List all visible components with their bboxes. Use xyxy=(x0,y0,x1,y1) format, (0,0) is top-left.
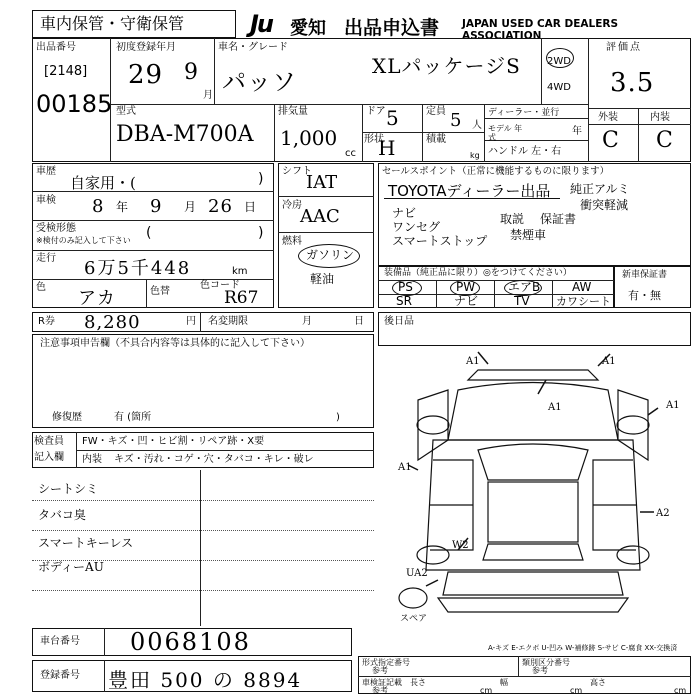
new-warranty-label: 新車保証書 xyxy=(622,270,668,280)
drive-2wd: 2WD xyxy=(547,56,571,67)
insp-day-word: 日 xyxy=(244,200,257,214)
year-unit: 年 xyxy=(572,126,582,137)
form-title: 出品申込書 xyxy=(344,17,440,39)
equip-circle-airbag xyxy=(504,280,542,296)
receive-paren-open: ( xyxy=(146,225,152,241)
later-items-frame xyxy=(378,312,691,346)
first-reg-label: 初度登録年月 xyxy=(116,42,176,53)
insp-day: 26 xyxy=(208,196,233,217)
damage-mark-left-side: A1 xyxy=(398,462,412,473)
length-unit: cm xyxy=(480,686,493,695)
ju-logo: Ju xyxy=(250,10,273,38)
form-number-label: 形式指定番号 xyxy=(362,658,410,667)
capacity-value: 5 xyxy=(450,110,463,131)
handle-label: ハンドル 左・右 xyxy=(488,146,562,157)
plate-value: 豊田 500 の 8894 xyxy=(108,668,303,692)
remark-4: ボディーAU xyxy=(38,560,104,574)
usage-value: 自家用・( xyxy=(70,174,136,192)
fuel-circle xyxy=(298,244,360,268)
inspector-row2: キズ・汚れ・コゲ・穴・タバコ・キレ・破レ xyxy=(114,454,314,465)
displacement-label: 排気量 xyxy=(278,106,308,117)
remark-3: スマートキーレス xyxy=(38,536,134,550)
mileage-value: 6万5千448 xyxy=(84,258,192,279)
usage-close: ) xyxy=(258,171,264,187)
dimensions-ref: 参考 xyxy=(372,686,388,695)
form-number-ref: 参考 xyxy=(372,666,388,675)
lot-bracket: [2148] xyxy=(44,64,88,79)
storage-tag: 車内保管・守衛保管 xyxy=(40,14,185,33)
dealer-underline xyxy=(384,198,560,199)
class-number-label: 類別区分番号 xyxy=(522,658,570,667)
insp-year-word: 年 xyxy=(116,200,129,214)
drive-4wd: 4WD xyxy=(547,82,571,93)
sales-dealer-text: TOYOTAディーラー出品 xyxy=(388,182,551,200)
fuel-label: 燃料 xyxy=(282,236,302,247)
width-label: 幅 xyxy=(500,678,508,687)
class-number-ref: 参考 xyxy=(532,666,548,675)
damage-mark-rear-door: W2 xyxy=(452,540,469,551)
load-label: 積載 xyxy=(426,134,446,145)
model-year-label: モデル 年式 xyxy=(488,124,523,142)
cc-unit: cc xyxy=(345,148,356,159)
inspector-label-2: 記入欄 xyxy=(34,452,64,463)
height-unit: cm xyxy=(674,686,687,695)
drive-circle xyxy=(546,48,574,68)
inspector-row2-label: 内装 xyxy=(82,454,102,465)
damage-mark-front-left: A1 xyxy=(466,356,480,367)
color-swap-label: 色替 xyxy=(150,286,170,297)
new-warranty-yesno: 有・無 xyxy=(628,289,661,302)
receive-paren-close: ) xyxy=(258,225,264,241)
dimensions-label: 車検証記載 xyxy=(362,678,402,687)
person-unit: 人 xyxy=(472,120,482,131)
chassis-value: 0068108 xyxy=(130,628,251,656)
rating-label: 評価点 xyxy=(606,42,642,53)
sales-points-title: セールスポイント（正常に機能するものに限ります） xyxy=(382,166,610,177)
remark-1: シートシミ xyxy=(38,482,99,496)
damage-legend: A-キズ E-エクボ U-凹み W-補修跡 S-サビ C-腐食 XX-交換済 xyxy=(488,644,678,652)
inspector-label-1: 検査員 xyxy=(34,436,64,447)
lot-label: 出品番号 xyxy=(36,42,76,53)
equip-ps: PS xyxy=(398,280,413,294)
equip-nav: ナビ xyxy=(454,294,479,308)
sales-points-frame xyxy=(378,163,691,266)
tax-value: 8,280 xyxy=(84,312,141,333)
car-name: パッソ xyxy=(222,68,297,96)
org-name: 愛知 xyxy=(290,18,326,39)
lot-number: 00185 xyxy=(36,90,113,118)
sales-note-nonsmoking: 禁煙車 xyxy=(510,228,547,242)
usage-label: 車歴 xyxy=(36,166,56,177)
sales-note-warranty: 保証書 xyxy=(540,212,577,226)
grade: XLパッケージS xyxy=(372,54,521,78)
kg-unit: kg xyxy=(470,151,480,160)
name-change-day: 日 xyxy=(354,316,364,327)
tax-yen: 円 xyxy=(186,316,196,327)
equip-tv: TV xyxy=(514,294,530,308)
equip-aw: AW xyxy=(572,280,592,294)
sales-note-collision: 衝突軽減 xyxy=(580,198,629,212)
capacity-label: 定員 xyxy=(426,106,446,117)
rating-value: 3.5 xyxy=(610,68,655,98)
km-unit: km xyxy=(232,266,248,277)
shape-label: 形状 xyxy=(364,134,384,145)
equip-airbag: エアB xyxy=(508,280,541,294)
equip-circle-ps xyxy=(392,280,422,296)
equip-seat: カワシート xyxy=(556,295,611,308)
name-change-label: 名変期限 xyxy=(208,316,248,327)
doors-value: 5 xyxy=(386,106,400,130)
tax-label: R券 xyxy=(38,316,55,327)
remark-2: タバコ臭 xyxy=(38,508,86,522)
fuel-gas: ガソリン xyxy=(306,248,355,262)
color-code-label: 色コード xyxy=(200,280,240,291)
exterior-label: 外装 xyxy=(598,112,618,123)
month-unit: 月 xyxy=(203,90,213,101)
width-unit: cm xyxy=(570,686,583,695)
shift-value: IAT xyxy=(306,172,338,193)
doors-label: ドア xyxy=(366,106,386,117)
color-code-value: R67 xyxy=(224,288,259,308)
car-damage-diagram xyxy=(378,350,691,635)
car-name-label: 車名・グレード xyxy=(218,42,288,53)
receive-label: 受検形態 xyxy=(36,223,76,234)
color-value: アカ xyxy=(78,288,116,309)
sales-note-manual: 取説 xyxy=(500,212,525,226)
insp-year: 8 xyxy=(92,196,105,217)
english-title: JAPAN USED CAR DEALERS ASSOCIATION xyxy=(462,18,619,42)
repair-value: 有 (箇所 xyxy=(114,412,152,423)
damage-mark-right-side: A2 xyxy=(656,508,670,519)
ac-label: 冷房 xyxy=(282,200,302,211)
equip-sr: SR xyxy=(396,294,412,308)
spare-label: スペア xyxy=(400,614,428,624)
damage-mark-hood: A1 xyxy=(548,402,562,413)
displacement-value: 1,000 xyxy=(280,126,338,150)
sales-note-smartstop: スマートストップ xyxy=(392,234,488,248)
dealer-label: ディーラー・並行 xyxy=(488,108,560,118)
first-reg-year: 29 xyxy=(128,60,164,90)
damage-mark-front-right: A1 xyxy=(602,356,616,367)
first-reg-month: 9 xyxy=(184,60,199,85)
receive-note: ※検付のみ記入して下さい xyxy=(36,236,131,245)
shift-label: シフト xyxy=(282,166,312,177)
equip-circle-pw xyxy=(450,280,480,296)
repair-close: ) xyxy=(336,412,340,423)
exterior-value: C xyxy=(602,128,620,153)
shape-value: H xyxy=(378,136,397,160)
mileage-label: 走行 xyxy=(36,253,56,264)
inspector-row1: FW・キズ・凹・ヒビ割・リペア跡・X要 xyxy=(82,436,265,447)
ac-value: AAC xyxy=(300,206,340,227)
sales-note-alloy: 純正アルミ xyxy=(570,182,630,196)
insp-month-word: 月 xyxy=(184,200,197,214)
name-change-month: 月 xyxy=(302,316,312,327)
repair-label: 修復歴 xyxy=(52,412,82,423)
model-value: DBA-M700A xyxy=(116,122,254,147)
inspection-label: 車検 xyxy=(36,195,56,206)
interior-label: 内装 xyxy=(650,112,670,123)
equipment-title: 装備品（純正品に限り）◎をつけてください） xyxy=(384,268,572,278)
model-label: 型式 xyxy=(116,106,136,117)
damage-mark-right-fender: A1 xyxy=(666,400,680,411)
sales-note-nav: ナビ xyxy=(392,206,417,220)
height-label: 高さ xyxy=(590,678,606,687)
insp-month: 9 xyxy=(150,196,163,217)
interior-value: C xyxy=(656,128,674,153)
sales-note-oneseg: ワンセグ xyxy=(392,220,441,234)
color-label: 色 xyxy=(36,282,46,293)
later-items-label: 後日品 xyxy=(384,316,414,327)
notes-title: 注意事項申告欄（不具合内容等は具体的に記入して下さい） xyxy=(40,338,310,349)
damage-mark-rear-left: UA2 xyxy=(406,568,428,579)
plate-label: 登録番号 xyxy=(40,670,80,681)
length-label: 長さ xyxy=(410,678,426,687)
equip-pw: PW xyxy=(456,280,476,294)
chassis-label: 車台番号 xyxy=(40,636,80,647)
fuel-diesel: 軽油 xyxy=(310,272,335,286)
